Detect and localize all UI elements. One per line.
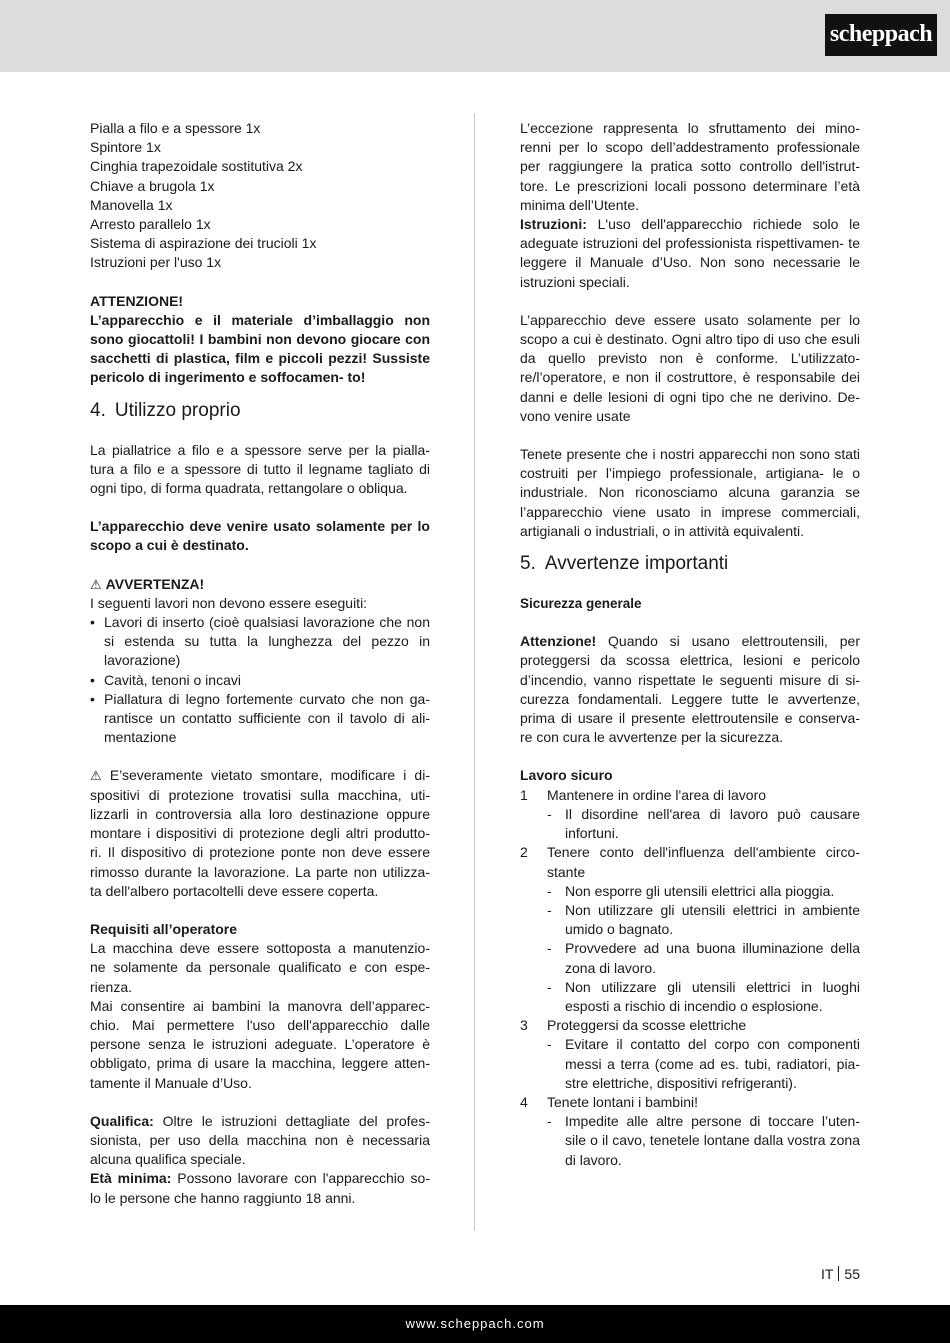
list-item: Pialla a filo e a spessore 1x <box>90 120 261 136</box>
section-4-heading <box>90 388 430 441</box>
rule-item: 2 Tenere conto dell'influenza dell'ambiente circo- stante <box>520 844 860 880</box>
left-column <box>90 119 430 1208</box>
brand-logo: scheppach <box>825 14 937 56</box>
scope-of-delivery-list <box>90 119 430 273</box>
warning-triangle-icon: ⚠ <box>90 576 102 592</box>
list-item: Arresto parallelo 1x <box>90 216 211 233</box>
paragraph: La macchina deve essere sottoposta a manutenzio- ne solamente da personale qualificato e con espe- rienza. <box>90 940 430 995</box>
sub-item: - Non utilizzare gli utensili elettrici in luoghi esposti a rischio di incendio o esplosione. <box>547 978 860 1014</box>
list-item: Manovella 1x <box>90 196 173 213</box>
paragraph: L’apparecchio deve essere usato solamente per lo scopo a cui è destinato. Ogni altro tipo di uso che esuli da quello previsto non è conforme. L’utilizzato- re/l’operatore, e non il costruttore, è responsabile dei danni e delle lesioni di ogni tipo che ne derivino. De- vono venire usate <box>520 311 860 424</box>
list-item: Istruzioni per l'uso 1x <box>90 254 222 271</box>
list-item: Sistema di aspirazione dei trucioli 1x <box>90 235 317 252</box>
column-divider <box>474 113 475 1231</box>
section-number: 5. <box>520 553 536 575</box>
section-title: Utilizzo proprio <box>114 399 241 421</box>
list-item: • Piallatura di legno fortemente curvato che non ga- rantisce un contatto sufficiente con il tavolo di ali- mentazione <box>90 690 430 748</box>
footer-bar <box>0 1305 950 1343</box>
list-item: • Lavori di inserto (cioè qualsiasi lavorazione che non si estenda su tutta la lunghezza del pezzo in lavorazione) <box>90 613 430 671</box>
subheading: Requisiti all’operatore <box>90 920 238 937</box>
list-item: • Cavità, tenoni o incavi <box>90 671 430 690</box>
sub-item: - Provvedere ad una buona illuminazione della zona di lavoro. <box>547 940 860 976</box>
attention-paragraph: Attenzione! Quando si usano elettroutensili, per proteggersi da scossa elettrica, lesioni e pericolo d’incendio, vanno rispettate le seguenti misure di si- curezza fondamentali. Leggere tutte le avvertenze, prima di usare il presente elettroutensile e conserva- re con cura le avvertenze per la sicurezza. <box>520 633 860 746</box>
instructions-paragraph: Istruzioni: L'uso dell'apparecchio richiede solo le adeguate istruzioni del professionista rispettivamen- te leggere il Manuale d’Uso. Non sono necessarie le istruzioni speciali. <box>520 216 860 290</box>
rule-item: 1 Mantenere in ordine l'area di lavoro <box>520 786 767 803</box>
paragraph: L’apparecchio deve venire usato solamente per lo scopo a cui è destinato. <box>90 518 430 554</box>
subheading: Lavoro sicuro <box>520 767 613 784</box>
attention-text: L’apparecchio e il materiale d’imballaggio non sono giocattoli! I bambini non devono giocare con sacchetti di plastica, film e piccoli pezzi! Sussiste pericolo di ingerimento e soffocamen- to! <box>90 311 430 386</box>
warning-triangle-icon: ⚠ <box>90 768 106 784</box>
sub-item: - Impedite alle altre persone di toccare l’uten- sile o il cavo, tenetele lontane dalla vostra zona di lavoro. <box>547 1113 860 1168</box>
sub-item: - Non esporre gli utensili elettrici alla pioggia. <box>547 882 835 899</box>
sub-item: - Non utilizzare gli utensili elettrici in ambiente umido o bagnato. <box>547 901 860 938</box>
list-item: Spintore 1x <box>90 139 161 156</box>
min-age-paragraph: Età minima: Possono lavorare con l'apparecchio so- lo le persone che hanno raggiunto 18 anni. <box>90 1170 430 1206</box>
safety-rules-list <box>520 786 860 1170</box>
sub-item: - Evitare il contatto del corpo con componenti messi a terra (come ad es. tubi, radiatori, pia- stre elettriche, dispositivi refrigeranti). <box>547 1036 860 1091</box>
subheading: Sicurezza generale <box>520 596 642 612</box>
header-bar <box>0 0 950 72</box>
attention-title: ATTENZIONE! <box>90 292 184 309</box>
right-column <box>520 119 860 1170</box>
warning-list <box>90 613 430 747</box>
section-5-heading <box>520 541 860 594</box>
rule-item: 3 Proteggersi da scosse elettriche <box>520 1017 747 1034</box>
page-number: IT 55 <box>820 1266 860 1282</box>
warning-intro: I seguenti lavori non devono essere eseguiti: <box>90 594 368 611</box>
separator <box>838 1266 839 1281</box>
list-item: Chiave a brugola 1x <box>90 177 215 194</box>
rule-item: 4 Tenete lontani i bambini! <box>520 1093 698 1110</box>
paragraph: Tenete presente che i nostri apparecchi non sono stati costruiti per l’impiego professionale, artigiana- le o industriale. Non riconosciamo alcuna garanzia se l’apparecchio viene usato in imprese commerciali, artigianali o industriali, o in attività equivalenti. <box>520 446 860 539</box>
warning-title: AVVERTENZA! <box>105 575 205 592</box>
footer-url: www.scheppach.com <box>405 1316 545 1332</box>
section-number: 4. <box>90 399 106 421</box>
qualification-paragraph: Qualifica: Oltre le istruzioni dettagliate del profes- sionista, per uso della macchina non è necessaria alcuna qualifica speciale. <box>90 1112 430 1168</box>
paragraph: La piallatrice a filo e a spessore serve per la pialla- tura a filo e a spessore di tutto il legname tagliato di ogni tipo, di forma quadrata, rettangolare o obliqua. <box>90 441 430 497</box>
paragraph: L’eccezione rappresenta lo sfruttamento dei mino- renni per lo scopo dell’addestramento professionale per raggiungere la pratica sotto controllo dell'istrut- tore. Le prescrizioni locali possono determinare l’età minima dell’Utente. <box>520 120 860 213</box>
list-item: Cinghia trapezoidale sostitutiva 2x <box>90 158 303 175</box>
sub-item: - Il disordine nell'area di lavoro può causare infortuni. <box>547 805 860 842</box>
warning-heading <box>90 575 430 594</box>
paragraph: Mai consentire ai bambini la manovra dell’apparec- chio. Mai permettere l'uso dell'apparecchio dalle persone senza le istruzioni adeguate. L’operatore è obbligato, prima di usare la macchina, leggere atten- tamente il Manuale d’Uso. <box>90 997 430 1091</box>
prohibition-paragraph: ⚠ E’severamente vietato smontare, modificare i di- spositivi di protezione trovatisi sulla macchina, uti- lizzarli in controversia alla loro destinazione oppure montare i dispositivi di protezione degli altri produtto- ri. Il dispositivo di protezione ponte non deve essere rimosso durante la lavorazione. La parte non utilizza- ta dell'albero portacoltelli deve essere coperta. <box>90 767 430 899</box>
section-title: Avvertenze importanti <box>544 553 729 575</box>
